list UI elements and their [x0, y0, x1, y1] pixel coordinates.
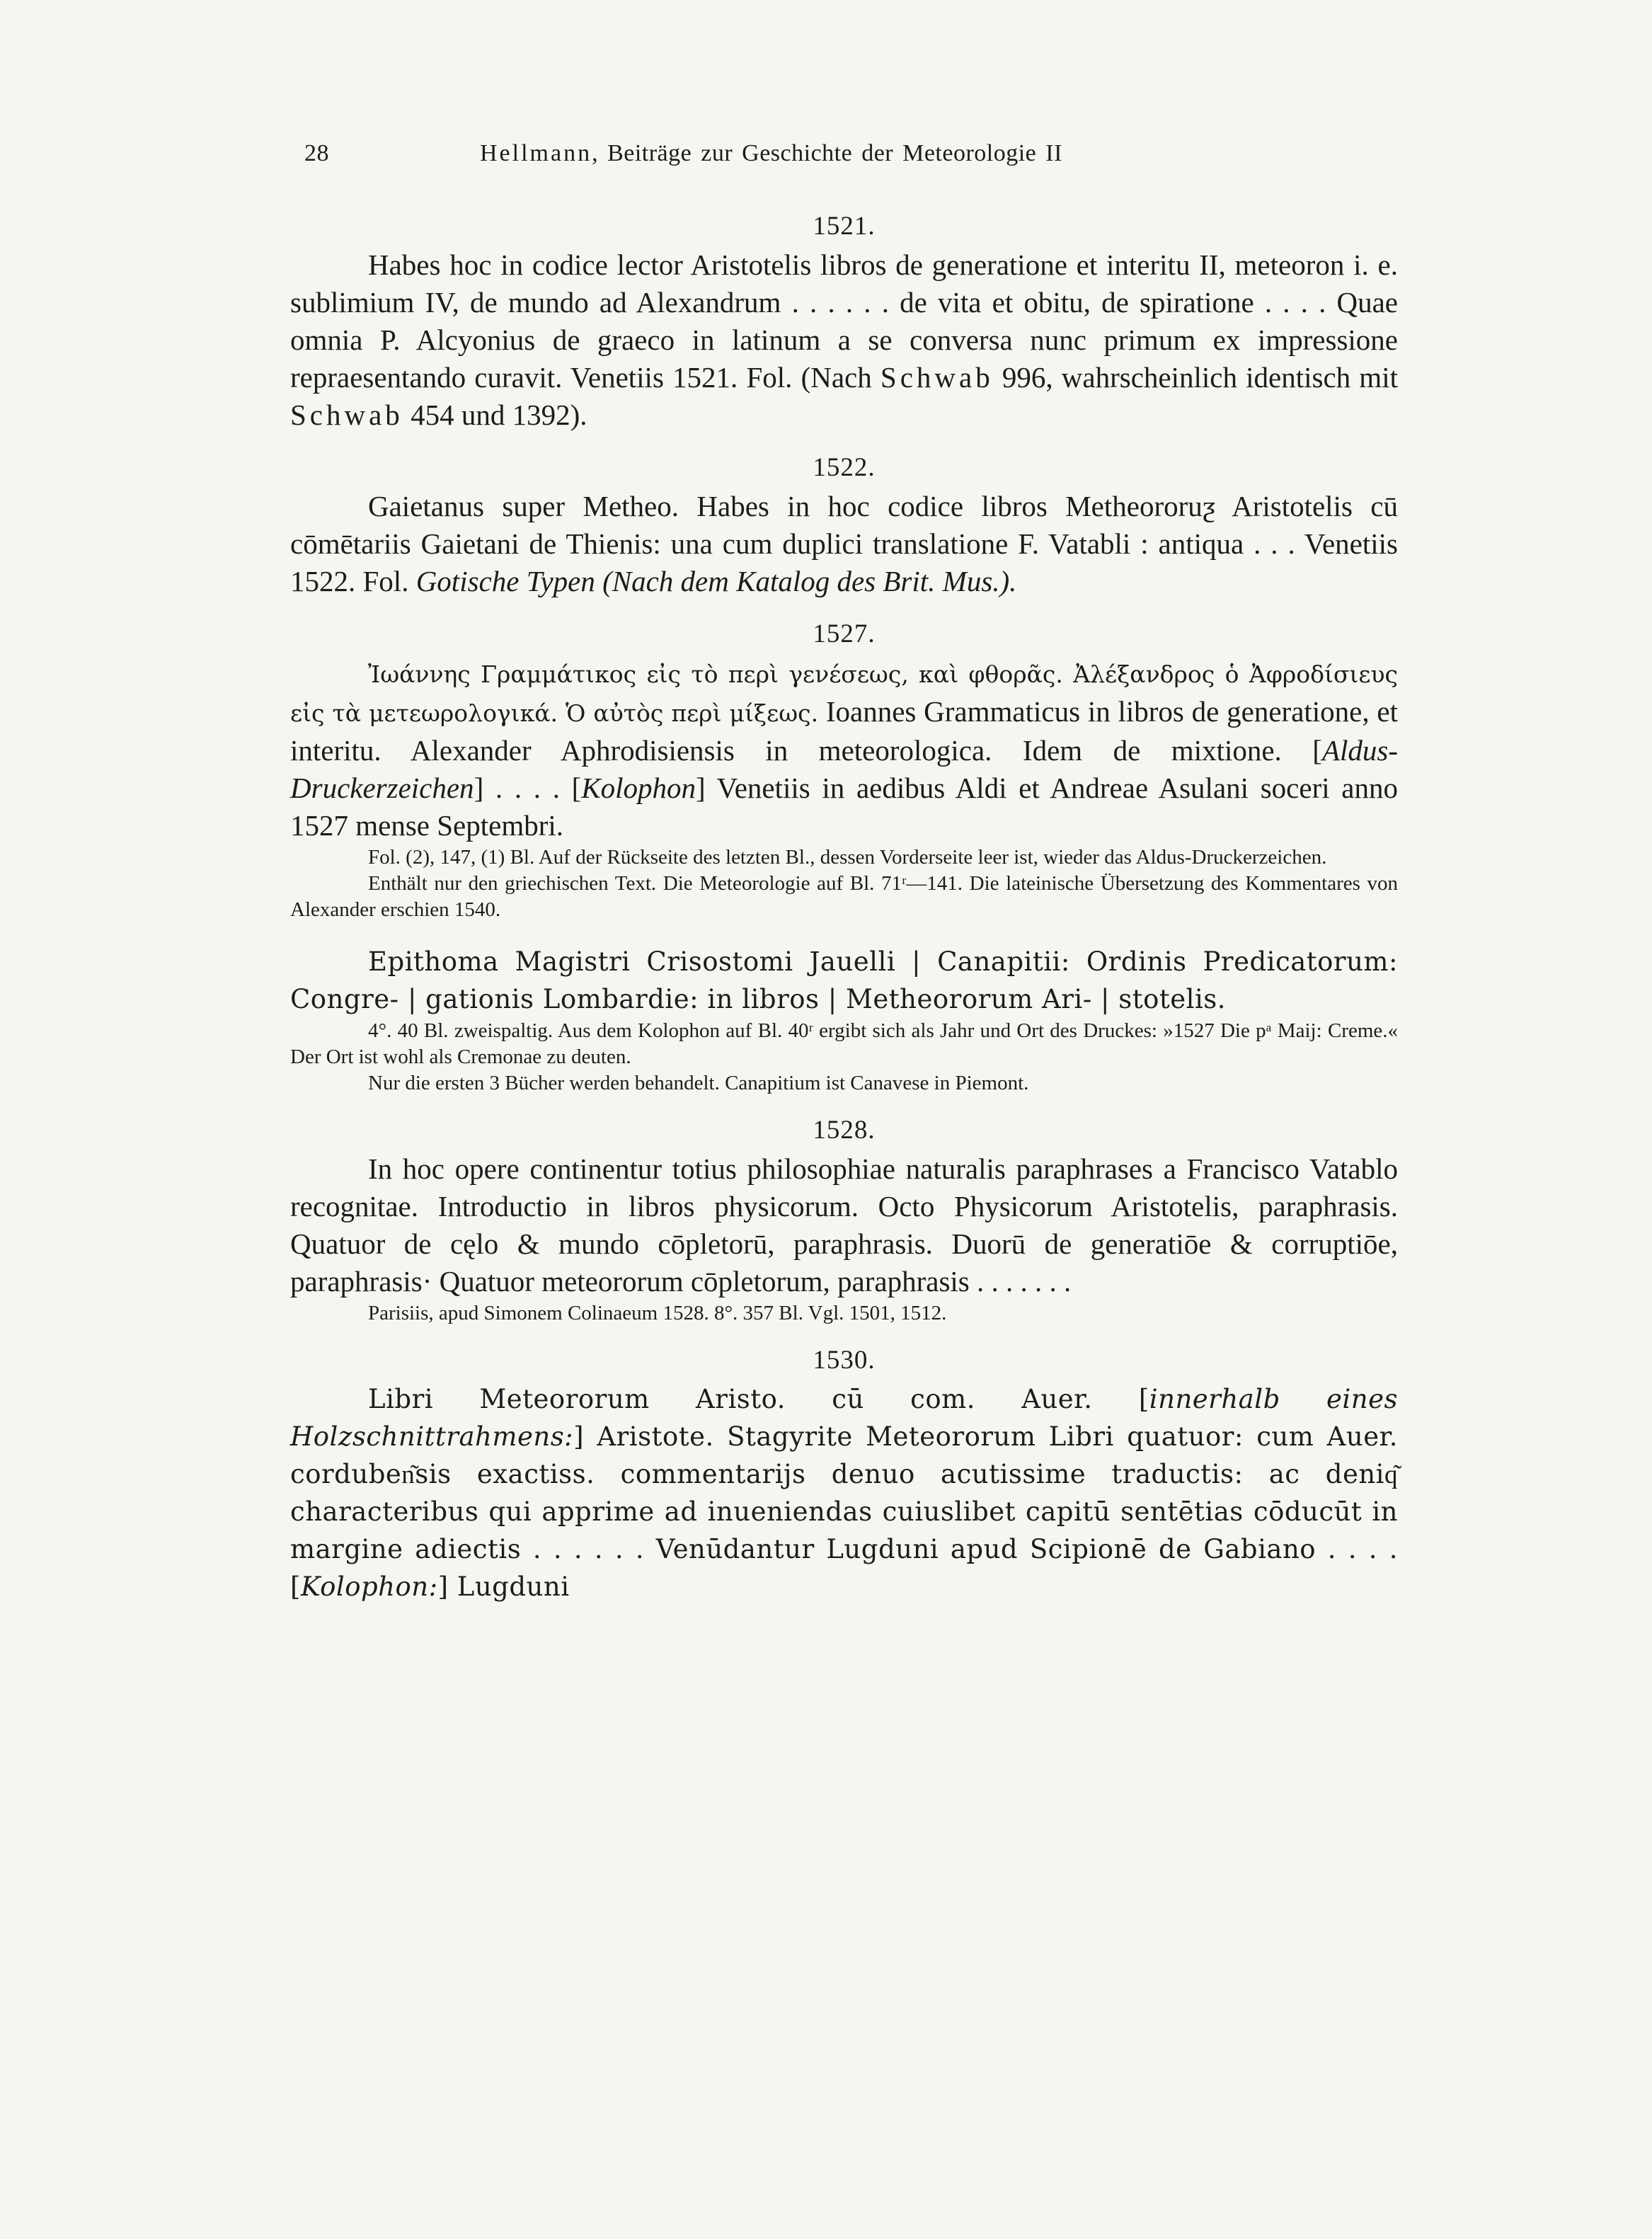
entry-1522 — [290, 454, 1398, 600]
entry-1527 — [290, 620, 1398, 923]
blackletter-part: ] Aristote. Stagyrite Meteororum Libri quatuor: cum Auer. corduben͂sis exactiss. commentarijs denuo acutissime traductis: ac deniq͂ characteribus qui apprime ad inueniendas cuiuslibet capitū sentētias cōducūt in margine adiectis . . . . . . Venūdantur Lugduni apud Scipionē de Gabiano . . . . [ — [290, 1421, 1398, 1602]
running-title-author: Hellmann — [480, 140, 592, 166]
entry-epithoma — [290, 943, 1398, 1096]
year-heading: 1527. — [813, 619, 876, 648]
bibliographic-note: Parisiis, apud Simonem Colinaeum 1528. 8°. 357 Bl. Vgl. 1501, 1512. — [368, 1302, 947, 1324]
running-title-text: , Beiträge zur Geschichte der Meteorologie II — [592, 140, 1062, 166]
bibliographic-note: Fol. (2), 147, (1) Bl. Auf der Rückseite des letzten Bl., dessen Vorderseite leer ist, wieder das Aldus-Druckerzeichen. — [368, 846, 1327, 869]
entry-text — [290, 654, 1398, 844]
entry-text-part: 996, wahrscheinlich identisch mit — [993, 361, 1398, 394]
running-title — [480, 140, 1062, 167]
entry-text-part: Gaietanus super Metheo. Habes in hoc codice libros Metheororuƺ Aristotelis cū cōmētariis Gaietani de Thienis: una cum duplici translatione F. Vatabli : antiqua . . . Venetiis 1522. Fol. — [290, 490, 1398, 597]
entry-text — [290, 246, 1398, 434]
blackletter-part: Libri Meteororum Aristo. cū com. Auer. [ — [368, 1384, 1149, 1414]
entry-text-part: 454 und 1392). — [403, 399, 587, 431]
bibliographic-note: 4°. 40 Bl. zweispaltig. Aus dem Kolophon auf Bl. 40ʳ ergibt sich als Jahr und Ort des Druckes: »1527 Die pᵃ Maij: Creme.« Der Ort ist wohl als Cremonae zu deuten. — [290, 1019, 1398, 1068]
entry-italic-note: Aldus-Druckerzeichen — [290, 734, 1398, 804]
year-heading: 1521. — [813, 212, 876, 241]
author-name: Schwab — [290, 399, 403, 431]
entry-text: In hoc opere continentur totius philosophiae naturalis paraphrases a Francisco Vatablo recognitae. Introductio in libros physicorum. Octo Physicorum Aristotelis, paraphrasis. Quatuor de cęlo & mundo cōpletorū, paraphrasis. Duorū de generatiōe & corruptiōe, paraphrasis· Quatuor meteororum cōpletorum, paraphrasis . . . . . . . — [290, 1152, 1398, 1298]
year-heading: 1522. — [813, 453, 876, 482]
blackletter-part: ] Lugduni — [437, 1571, 570, 1602]
entry-text-part: Ioannes Grammaticus in libros de generatione, et interitu. Alexander Aphrodisiensis in meteorologica. Idem de mixtione. [ — [290, 695, 1398, 767]
blackletter-title: Epithoma Magistri Crisostomi Jauelli | Canapitii: Ordinis Predicatorum: Congre- | gationis Lombardie: in libros | Metheororum Ari- | stotelis. — [290, 946, 1398, 1014]
bibliographic-note: Enthält nur den griechischen Text. Die Meteorologie auf Bl. 71ʳ—141. Die lateinische Übersetzung des Kommentares von Alexander erschien 1540. — [290, 872, 1398, 921]
page-number: 28 — [304, 140, 329, 166]
page-body — [290, 212, 1398, 1605]
entry-text-part: ] Venetiis in aedibus Aldi et Andreae Asulani soceri anno 1527 mense Septembri. — [290, 772, 1398, 842]
entry-text — [290, 488, 1398, 600]
entry-1521 — [290, 212, 1398, 434]
entry-italic-note: Gotische Typen (Nach dem Katalog des Brit. Mus.). — [415, 565, 1017, 597]
greek-title: Ἰωάννης Γραμμάτικος εἰς τὸ περὶ γενέσεως, καὶ φθορᾶς. Ἀλέξανδρος ὁ Ἀφροδίσιευς εἰς τὰ μετεωρολογικά. Ὁ αὐτὸς περὶ μίξεως. — [290, 660, 1398, 727]
author-name: Schwab — [880, 361, 994, 394]
year-heading: 1528. — [813, 1116, 876, 1145]
entry-text-part: Habes hoc in codice lector Aristotelis libros de generatione et interitu II, meteoron i. e. sublimium IV, de mundo ad Alexandrum . . . . . . de vita et obitu, de spiratione . . . . Quae omnia P. Alcyonius de graeco in latinum a se conversa nunc primum ex impressione repraesentando curavit. Venetiis 1521. Fol. (Nach — [290, 248, 1398, 394]
blackletter-title — [290, 1380, 1398, 1605]
entry-italic-note: Kolophon — [581, 772, 696, 804]
entry-1528 — [290, 1116, 1398, 1327]
entry-text-part: ] . . . . [ — [474, 772, 582, 804]
bibliographic-note: Nur die ersten 3 Bücher werden behandelt. Canapitium ist Canavese in Piemont. — [368, 1072, 1029, 1094]
entry-1530 — [290, 1346, 1398, 1605]
entry-italic-note: Kolophon: — [300, 1571, 438, 1602]
entry-italic-note: innerhalb eines Holzschnittrahmens: — [290, 1384, 1398, 1452]
year-heading: 1530. — [813, 1346, 876, 1375]
